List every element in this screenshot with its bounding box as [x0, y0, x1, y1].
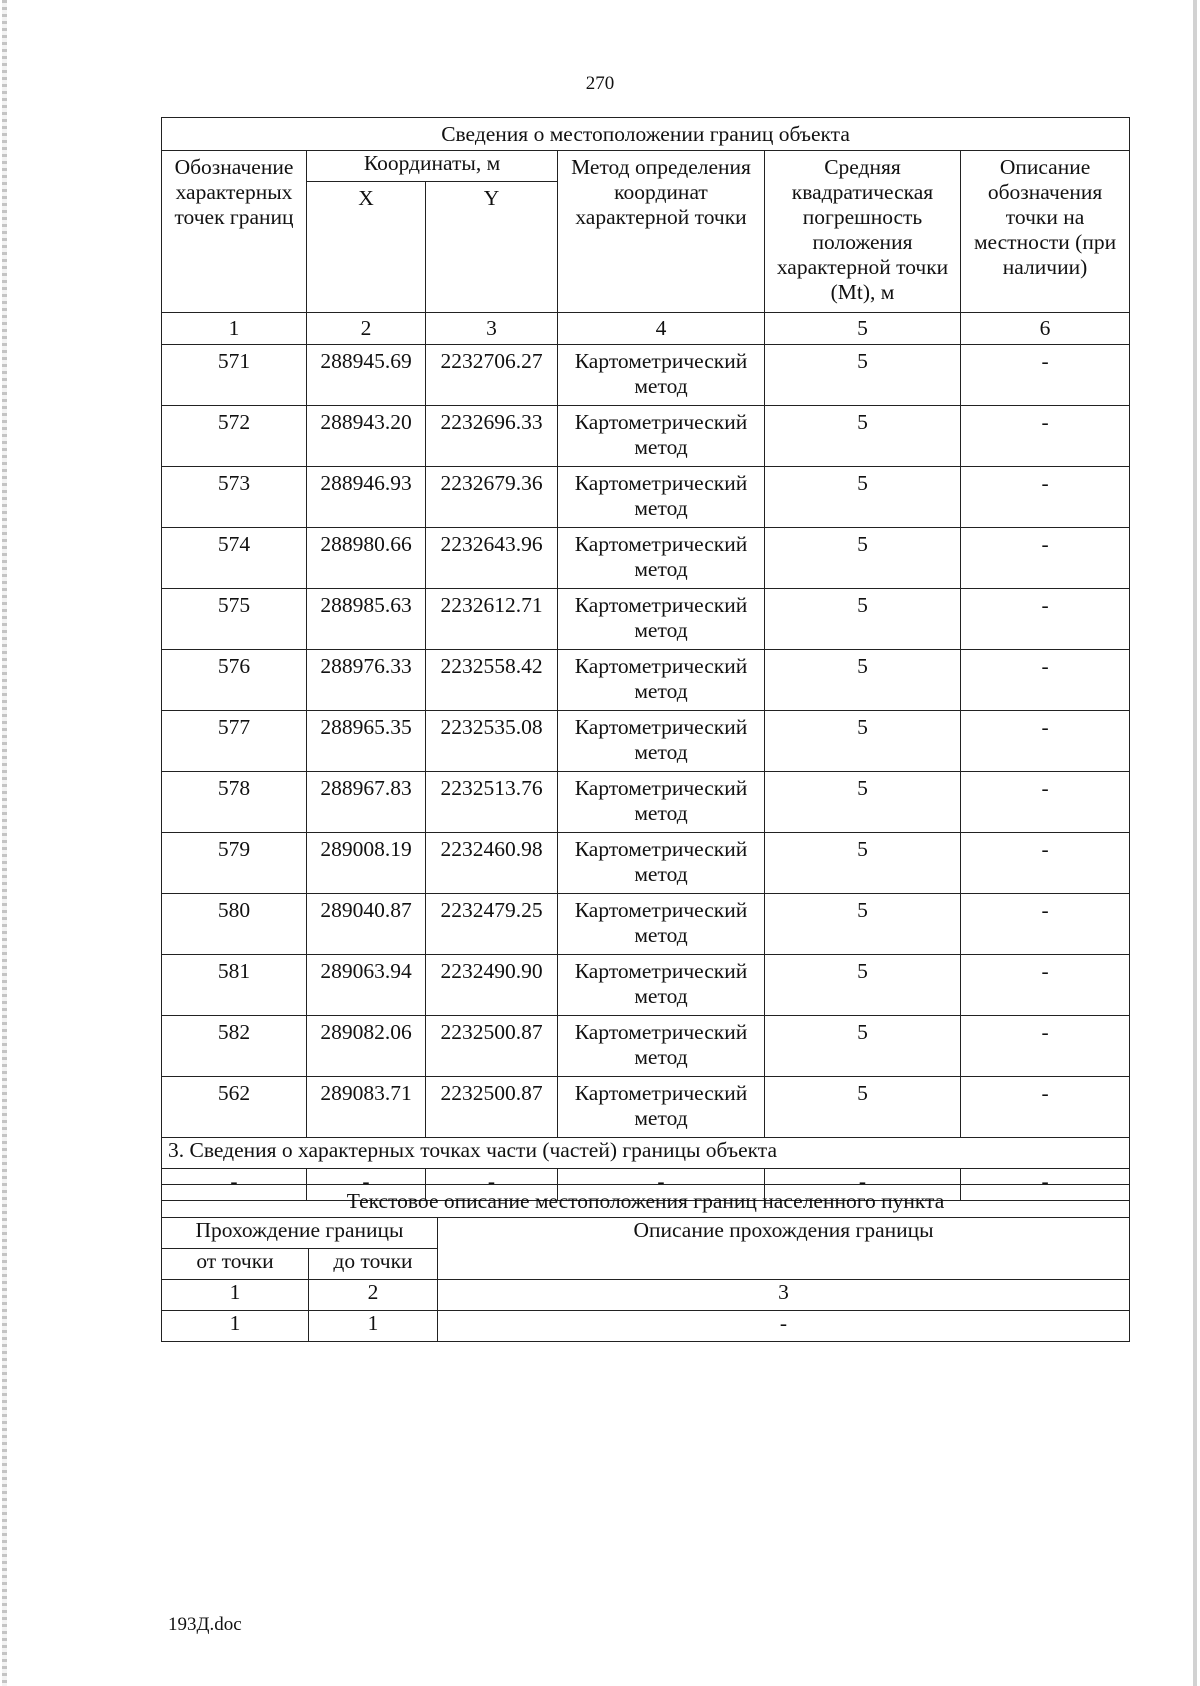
y-coordinate-cell: 2232500.87 — [426, 1077, 558, 1138]
method-cell: Картометрический метод — [558, 589, 765, 650]
column-number: 6 — [961, 313, 1130, 345]
error-cell: 5 — [765, 955, 961, 1016]
point-id-cell: 572 — [162, 406, 307, 467]
method-cell: Картометрический метод — [558, 1016, 765, 1077]
column-number: 2 — [307, 313, 426, 345]
footer-filename: 193Д.doc — [168, 1614, 242, 1635]
table-row — [162, 1077, 1130, 1138]
table-row — [162, 833, 1130, 894]
error-cell: 5 — [765, 650, 961, 711]
header-x: X — [307, 182, 426, 313]
x-coordinate-cell: 288985.63 — [307, 589, 426, 650]
scan-left-edge — [2, 0, 7, 1686]
method-cell: Картометрический метод — [558, 528, 765, 589]
point-id-cell: 580 — [162, 894, 307, 955]
method-cell: Картометрический метод — [558, 711, 765, 772]
method-cell: Картометрический метод — [558, 955, 765, 1016]
y-coordinate-cell: 2232500.87 — [426, 1016, 558, 1077]
method-cell: Картометрический метод — [558, 406, 765, 467]
point-id-cell: 581 — [162, 955, 307, 1016]
y-coordinate-cell: 2232535.08 — [426, 711, 558, 772]
table-row — [162, 589, 1130, 650]
method-cell: Картометрический метод — [558, 833, 765, 894]
table-row — [162, 711, 1130, 772]
column-number: 2 — [309, 1280, 438, 1311]
passage-description-cell: - — [438, 1311, 1130, 1342]
x-coordinate-cell: 288945.69 — [307, 345, 426, 406]
page-number: 270 — [585, 73, 615, 94]
point-id-cell: 582 — [162, 1016, 307, 1077]
point-id-cell: 576 — [162, 650, 307, 711]
header-method: Метод определения координат характерной точки — [558, 151, 765, 313]
column-number: 5 — [765, 313, 961, 345]
x-coordinate-cell: 288943.20 — [307, 406, 426, 467]
table-row — [162, 1016, 1130, 1077]
header-from-point: от точки — [162, 1249, 309, 1280]
column-number: 4 — [558, 313, 765, 345]
column-number: 3 — [438, 1280, 1130, 1311]
description-cell: - — [961, 833, 1130, 894]
header-error: Средняя квадратическая погрешность положения характерной точки (Mt), м — [765, 151, 961, 313]
error-cell: 5 — [765, 589, 961, 650]
description-cell: - — [961, 345, 1130, 406]
desc-column-number-row — [162, 1280, 1130, 1311]
header-description: Описание обозначения точки на местности (при наличии) — [961, 151, 1130, 313]
description-cell: - — [961, 406, 1130, 467]
scan-right-edge — [1193, 0, 1197, 1686]
y-coordinate-cell: 2232706.27 — [426, 345, 558, 406]
error-cell: 5 — [765, 406, 961, 467]
point-id-cell: 578 — [162, 772, 307, 833]
y-coordinate-cell: 2232490.90 — [426, 955, 558, 1016]
empty-cell: - — [765, 1169, 961, 1201]
method-cell: Картометрический метод — [558, 467, 765, 528]
description-cell: - — [961, 711, 1130, 772]
empty-cell: - — [307, 1169, 426, 1201]
description-cell: - — [961, 955, 1130, 1016]
x-coordinate-cell: 288965.35 — [307, 711, 426, 772]
error-cell: 5 — [765, 833, 961, 894]
table-row — [162, 406, 1130, 467]
x-coordinate-cell: 288946.93 — [307, 467, 426, 528]
method-cell: Картометрический метод — [558, 894, 765, 955]
x-coordinate-cell: 289008.19 — [307, 833, 426, 894]
empty-cell: - — [558, 1169, 765, 1201]
header-passage: Прохождение границы — [162, 1218, 438, 1249]
empty-cell: - — [426, 1169, 558, 1201]
empty-cell: - — [961, 1169, 1130, 1201]
method-cell: Картометрический метод — [558, 1077, 765, 1138]
point-id-cell: 574 — [162, 528, 307, 589]
header-y: Y — [426, 182, 558, 313]
table-row — [162, 467, 1130, 528]
header-point-designation: Обозначение характерных точек границ — [162, 151, 307, 313]
table-row — [162, 772, 1130, 833]
point-id-cell: 573 — [162, 467, 307, 528]
description-cell: - — [961, 467, 1130, 528]
y-coordinate-cell: 2232679.36 — [426, 467, 558, 528]
column-number: 1 — [162, 313, 307, 345]
error-cell: 5 — [765, 345, 961, 406]
y-coordinate-cell: 2232643.96 — [426, 528, 558, 589]
error-cell: 5 — [765, 1016, 961, 1077]
y-coordinate-cell: 2232696.33 — [426, 406, 558, 467]
boundary-description-table — [161, 1184, 1130, 1342]
table-row — [162, 955, 1130, 1016]
table-row — [162, 1311, 1130, 1342]
from-point-cell: 1 — [162, 1311, 309, 1342]
error-cell: 5 — [765, 894, 961, 955]
column-number-row — [162, 313, 1130, 345]
empty-cell: - — [162, 1169, 307, 1201]
x-coordinate-cell: 289082.06 — [307, 1016, 426, 1077]
error-cell: 5 — [765, 711, 961, 772]
x-coordinate-cell: 288980.66 — [307, 528, 426, 589]
description-cell: - — [961, 650, 1130, 711]
method-cell: Картометрический метод — [558, 650, 765, 711]
point-id-cell: 562 — [162, 1077, 307, 1138]
point-id-cell: 577 — [162, 711, 307, 772]
point-id-cell: 571 — [162, 345, 307, 406]
x-coordinate-cell: 288976.33 — [307, 650, 426, 711]
description-cell: - — [961, 772, 1130, 833]
error-cell: 5 — [765, 1077, 961, 1138]
header-passage-description: Описание прохождения границы — [438, 1218, 1130, 1280]
y-coordinate-cell: 2232612.71 — [426, 589, 558, 650]
coords-table-title: Сведения о местоположении границ объекта — [162, 118, 1130, 151]
section-3-title: 3. Сведения о характерных точках части (частей) границы объекта — [162, 1138, 1130, 1169]
y-coordinate-cell: 2232558.42 — [426, 650, 558, 711]
column-number: 3 — [426, 313, 558, 345]
error-cell: 5 — [765, 772, 961, 833]
error-cell: 5 — [765, 467, 961, 528]
table-row — [162, 345, 1130, 406]
description-cell: - — [961, 1077, 1130, 1138]
method-cell: Картометрический метод — [558, 772, 765, 833]
description-cell: - — [961, 1016, 1130, 1077]
y-coordinate-cell: 2232513.76 — [426, 772, 558, 833]
header-coordinates: Координаты, м — [307, 151, 558, 182]
header-to-point: до точки — [309, 1249, 438, 1280]
column-number: 1 — [162, 1280, 309, 1311]
x-coordinate-cell: 289040.87 — [307, 894, 426, 955]
desc-table-title: Текстовое описание местоположения границ населенного пункта — [162, 1185, 1130, 1218]
description-cell: - — [961, 589, 1130, 650]
description-cell: - — [961, 528, 1130, 589]
x-coordinate-cell: 288967.83 — [307, 772, 426, 833]
point-id-cell: 579 — [162, 833, 307, 894]
table-row — [162, 528, 1130, 589]
table-row — [162, 650, 1130, 711]
table-row — [162, 894, 1130, 955]
x-coordinate-cell: 289083.71 — [307, 1077, 426, 1138]
method-cell: Картометрический метод — [558, 345, 765, 406]
point-id-cell: 575 — [162, 589, 307, 650]
boundary-coordinates-table — [161, 117, 1130, 1201]
error-cell: 5 — [765, 528, 961, 589]
x-coordinate-cell: 289063.94 — [307, 955, 426, 1016]
y-coordinate-cell: 2232479.25 — [426, 894, 558, 955]
y-coordinate-cell: 2232460.98 — [426, 833, 558, 894]
description-cell: - — [961, 894, 1130, 955]
to-point-cell: 1 — [309, 1311, 438, 1342]
